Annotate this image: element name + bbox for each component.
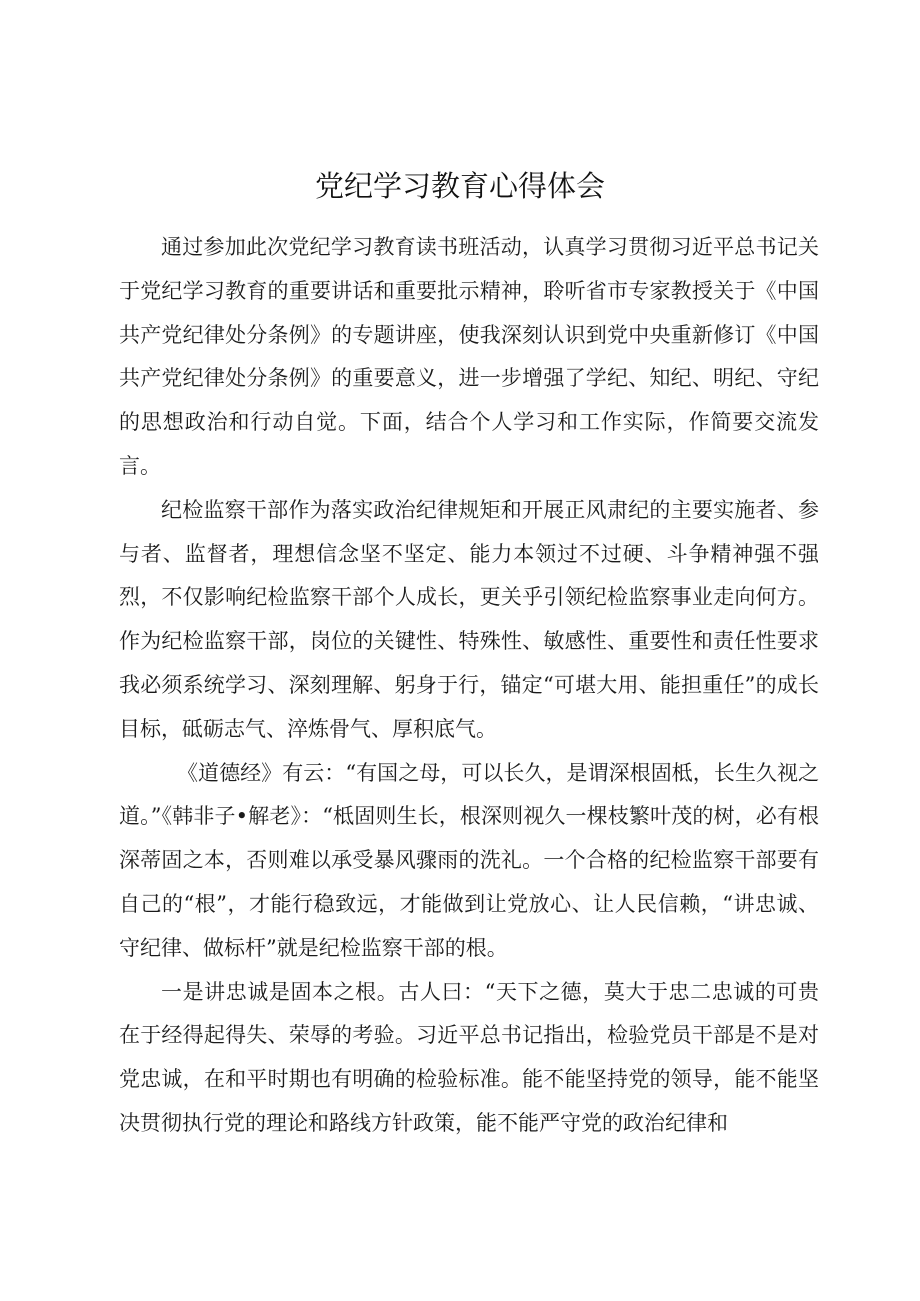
paragraph: 通过参加此次党纪学习教育读书班活动，认真学习贯彻习近平总书记关于党纪学习教育的重要讲话和重要批示精神，聆听省市专家教授关于《中国共产党纪律处分条例》的专题讲座，使我深刻认识到党中央重新修订《中国共产党纪律处分条例》的重要意义，进一步增强了学纪、知纪、明纪、守纪的思想政治和行动自觉。下面，结合个人学习和工作实际，作简要交流发言。 [119,235,819,478]
document-body [119,226,819,1146]
paragraph: 一是讲忠诚是固本之根。古人曰：“天下之德，莫大于忠二忠诚的可贵在于经得起得失、荣辱的考验。习近平总书记指出，检验党员干部是不是对党忠诚，在和平时期也有明确的检验标准。能不能坚持党的领导，能不能坚决贯彻执行党的理论和路线方针政策，能不能严守党的政治纪律和 [119,979,819,1135]
paragraph: 《道德经》有云：“有国之母，可以长久，是谓深根固柢，长生久视之道。”《韩非子•解老》：“柢固则生长，根深则视久一棵枝繁叶茂的树，必有根深蒂固之本，否则难以承受暴风骤雨的洗礼。一个合格的纪检监察干部要有自己的“根”，才能行稳致远，才能做到让党放心、让人民信赖，“讲忠诚、守纪律、做标杆”就是纪检监察干部的根。 [119,760,819,960]
document-title: 党纪学习教育心得体会 [314,169,605,203]
paragraph: 纪检监察干部作为落实政治纪律规矩和开展正风肃纪的主要实施者、参与者、监督者，理想信念坚不坚定、能力本领过不过硬、斗争精神强不强烈，不仅影响纪检监察干部个人成长，更关乎引领纪检监察事业走向何方。作为纪检监察干部，岗位的关键性、特殊性、敏感性、重要性和责任性要求我必须系统学习、深刻理解、躬身于行，锚定“可堪大用、能担重任”的成长目标，砥砺志气、淬炼骨气、厚积底气。 [119,497,819,741]
